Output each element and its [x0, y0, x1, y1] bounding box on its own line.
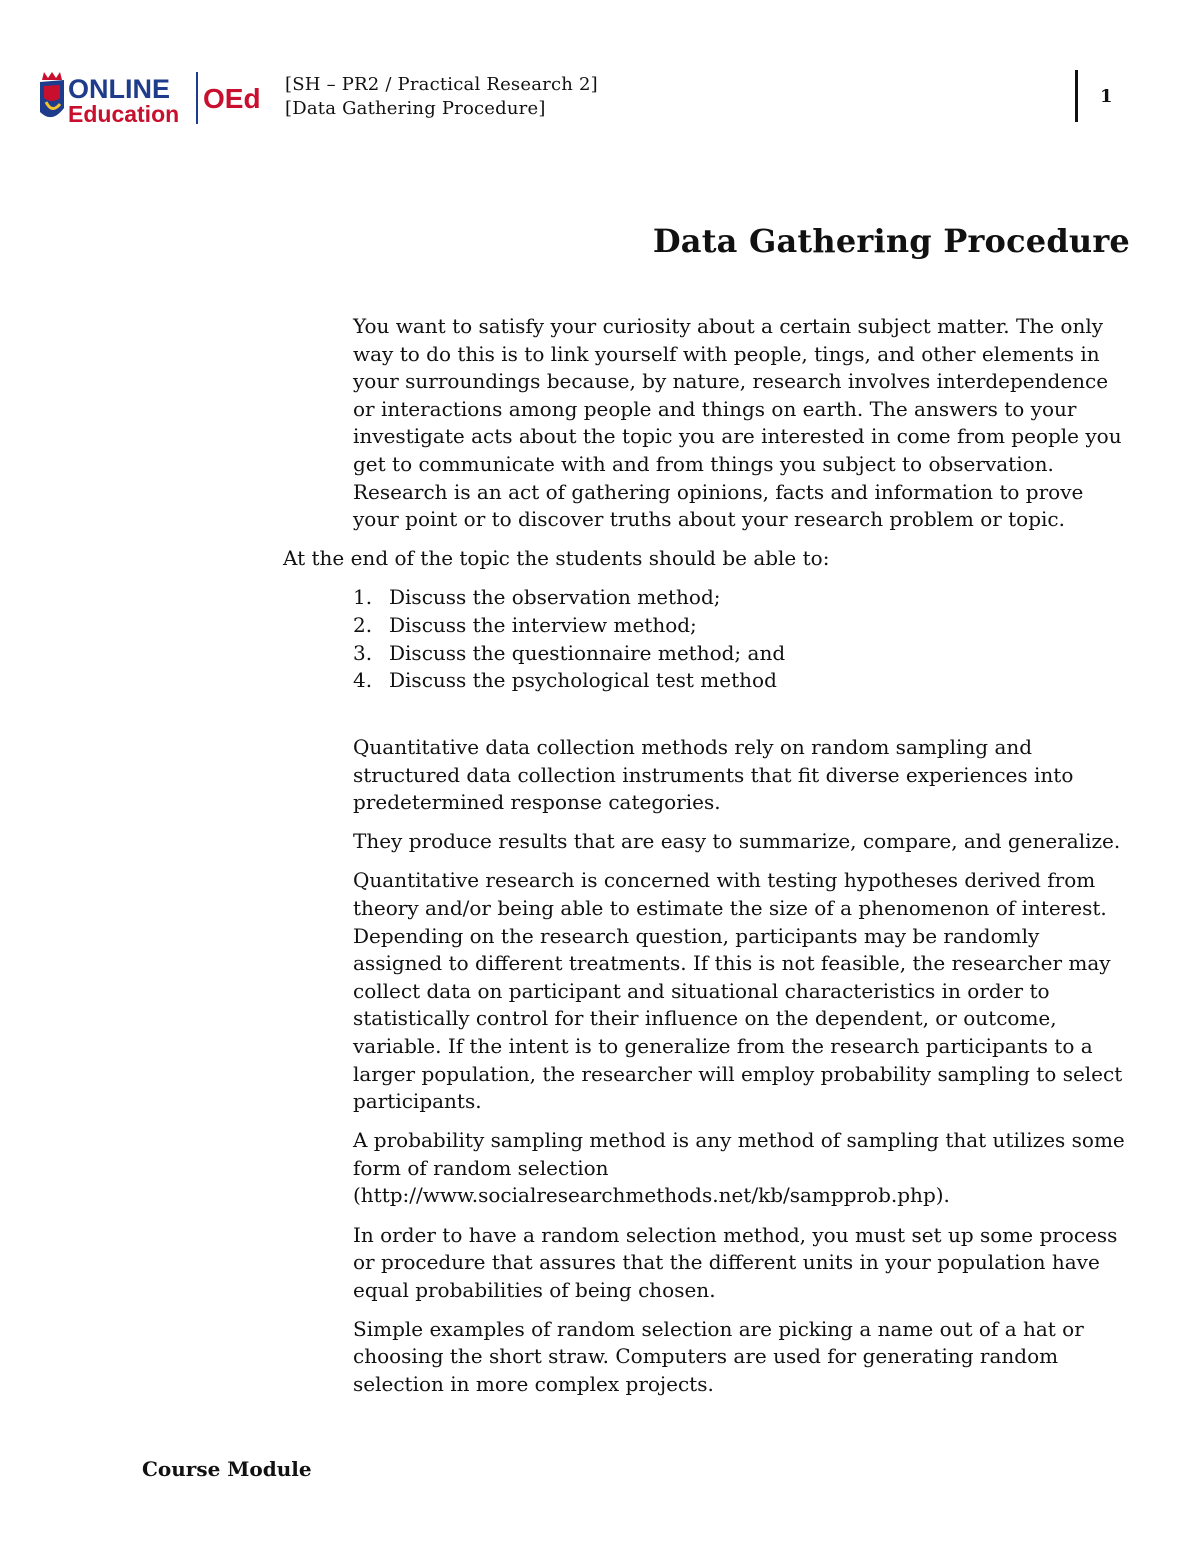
footer-course-module: Course Module: [142, 1457, 312, 1481]
objective-number: 4.: [353, 668, 373, 693]
objective-number: 1.: [353, 585, 373, 609]
objective-text: Discuss the observation method;: [389, 585, 721, 609]
header-course-line: [SH – PR2 / Practical Research 2]: [285, 74, 598, 95]
body-text: [353, 734, 1133, 1410]
header-text: [285, 73, 598, 121]
logo-divider: [196, 72, 198, 124]
objective-number: 2.: [353, 612, 373, 637]
objectives-lead: At the end of the topic the students should be able to:: [283, 546, 830, 570]
body-paragraph: Simple examples of random selection are picking a name out of a hat or choosing the short straw. Computers are used for generating random selection in more complex projects.: [353, 1316, 1084, 1396]
logo-oed-text: OEd: [203, 83, 261, 114]
intro-paragraph: You want to satisfy your curiosity about a certain subject matter. The only way to do this is to link yourself with people, tings, and other elements in your surroundings because, by nature, research involves interdependence or interactions among people and things on earth. The answers to your investigate acts about the topic you are interested in come from people you get to communicate with and from things you subject to observation. Research is an act of gathering opinions, facts and information to prove your point or to discover truths about your research problem or topic.: [353, 314, 1122, 532]
objective-text: Discuss the psychological test method: [389, 668, 777, 693]
body-paragraph: In order to have a random selection method, you must set up some process or procedure that assures that the different units in your population have equal probabilities of being chosen.: [353, 1222, 1118, 1302]
objectives-list: [353, 584, 785, 695]
online-education-logo: [36, 68, 272, 128]
body-paragraph: Quantitative research is concerned with testing hypotheses derived from theory and/or being able to estimate the size of a phenomenon of interest. Depending on the research question, participants may be randomly assigned to different treatments. If this is not feasible, the researcher may collect data on participant and situational characteristics in order to statistically control for their influence on the dependent, or outcome, variable. If the intent is to generalize from the research participants to a larger population, the researcher will employ probability sampling to select participants.: [353, 868, 1123, 1114]
objective-text: Discuss the interview method;: [389, 612, 697, 637]
objective-item: [353, 612, 785, 640]
header-topic-line: [Data Gathering Procedure]: [285, 98, 546, 119]
body-paragraph: A probability sampling method is any method of sampling that utilizes some form of random selection (http://www.socialresearchmethods.net/kb/sampprob.php).: [353, 1128, 1125, 1208]
objective-item: [353, 667, 785, 695]
page-title: Data Gathering Procedure: [652, 222, 1130, 260]
header-divider: [1075, 70, 1078, 122]
logo-online-text: ONLINE: [68, 74, 171, 104]
shield-icon: [40, 72, 64, 117]
page-number: 1: [1100, 86, 1113, 107]
body-paragraph: They produce results that are easy to summarize, compare, and generalize.: [353, 829, 1121, 854]
body-paragraph: Quantitative data collection methods rely on random sampling and structured data collection instruments that fit diverse experiences into predetermined response categories.: [353, 735, 1074, 815]
logo-education-text: Education: [68, 101, 180, 127]
objective-item: [353, 584, 785, 612]
objective-number: 3.: [353, 640, 373, 665]
objective-text: Discuss the questionnaire method; and: [389, 640, 786, 665]
objective-item: [353, 640, 785, 668]
